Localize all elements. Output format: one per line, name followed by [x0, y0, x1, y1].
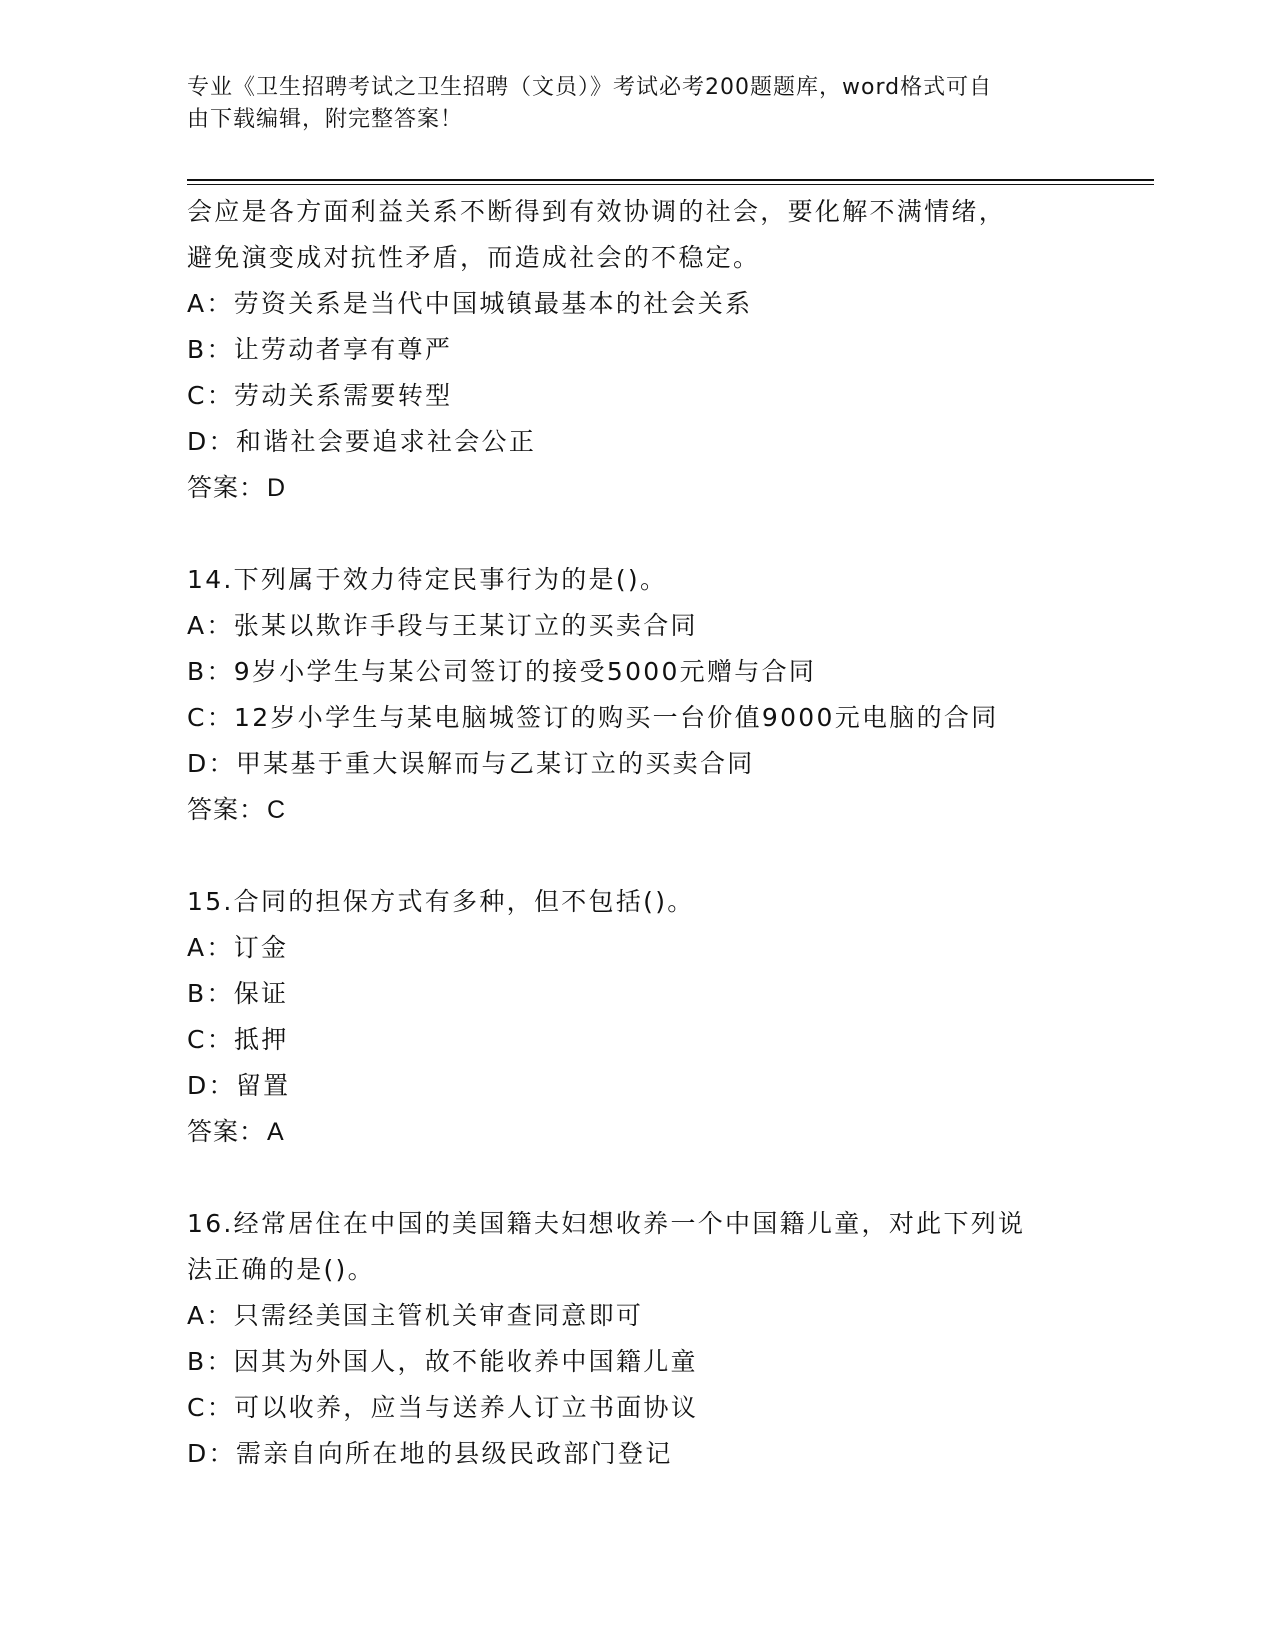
answer-label: 答案： — [187, 795, 266, 824]
question-14 — [187, 557, 1087, 833]
spacer — [187, 833, 1087, 879]
question-text-line: 会应是各方面利益关系不断得到有效协调的社会，要化解不满情绪， — [187, 197, 1007, 226]
answer-line — [187, 787, 1087, 833]
answer-label: 答案： — [187, 473, 266, 502]
option-b: B：保证 — [187, 979, 289, 1008]
option-a: A：劳资关系是当代中国城镇最基本的社会关系 — [187, 289, 753, 318]
question-text-line: 避免演变成对抗性矛盾，而造成社会的不稳定。 — [187, 243, 761, 272]
spacer — [187, 1155, 1087, 1201]
answer-label: 答案： — [187, 1117, 266, 1146]
option-d: D：需亲自向所在地的县级民政部门登记 — [187, 1439, 673, 1468]
answer-value: D — [267, 474, 287, 502]
header-divider-thick — [187, 179, 1154, 181]
question-16 — [187, 1201, 1087, 1477]
answer-line — [187, 465, 1087, 511]
option-a: A：张某以欺诈手段与王某订立的买卖合同 — [187, 611, 698, 640]
option-d: D：和谐社会要追求社会公正 — [187, 427, 537, 456]
option-a: A：只需经美国主管机关审查同意即可 — [187, 1301, 644, 1330]
question-text-line: 16.经常居住在中国的美国籍夫妇想收养一个中国籍儿童，对此下列说 — [187, 1209, 1026, 1238]
question-text-line: 法正确的是()。 — [187, 1255, 375, 1284]
option-b: B：9岁小学生与某公司签订的接受5000元赠与合同 — [187, 657, 817, 686]
option-d: D：甲某基于重大误解而与乙某订立的买卖合同 — [187, 749, 755, 778]
option-c: C：抵押 — [187, 1025, 289, 1054]
question-13-continued — [187, 189, 1087, 511]
option-c: C：劳动关系需要转型 — [187, 381, 453, 410]
option-c: C：12岁小学生与某电脑城签订的购买一台价值9000元电脑的合同 — [187, 703, 999, 732]
option-b: B：因其为外国人，故不能收养中国籍儿童 — [187, 1347, 698, 1376]
question-text: 14.下列属于效力待定民事行为的是()。 — [187, 565, 668, 594]
header-line-1: 专业《卫生招聘考试之卫生招聘（文员）》考试必考200题题库，word格式可自 — [187, 75, 993, 100]
page-header — [187, 72, 1067, 136]
answer-line — [187, 1109, 1087, 1155]
option-c: C：可以收养，应当与送养人订立书面协议 — [187, 1393, 699, 1422]
header-line-2: 由下载编辑，附完整答案！ — [187, 107, 464, 132]
question-text: 15.合同的担保方式有多种，但不包括()。 — [187, 887, 695, 916]
option-a: A：订金 — [187, 933, 289, 962]
answer-value: C — [267, 796, 287, 824]
spacer — [187, 511, 1087, 557]
option-d: D：留置 — [187, 1071, 291, 1100]
answer-value: A — [267, 1118, 285, 1146]
document-body — [187, 189, 1087, 1477]
option-b: B：让劳动者享有尊严 — [187, 335, 453, 364]
question-15 — [187, 879, 1087, 1155]
header-divider-thin — [187, 184, 1154, 185]
